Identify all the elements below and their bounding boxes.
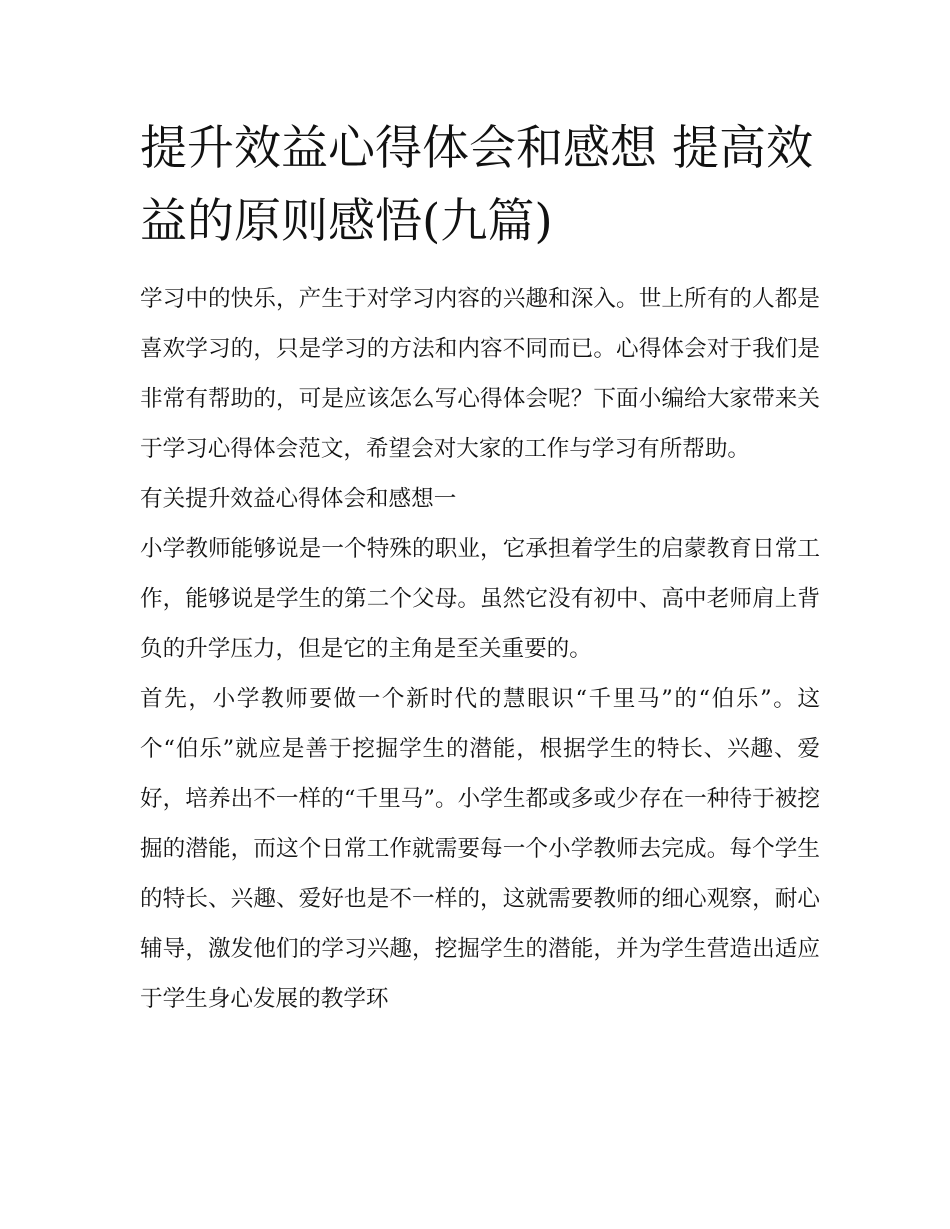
body-paragraph: 首先，小学教师要做一个新时代的慧眼识“千里马”的“伯乐”。这个“伯乐”就应是善于挖掘学生的潜能，根据学生的特长、兴趣、爱好，培养出不一样的“千里马”。小学生都或多或少存在一种待于被挖掘的潜能，而这个日常工作就需要每一个小学教师去完成。每个学生的特长、兴趣、爱好也是不一样的，这就需要教师的细心观察，耐心辅导，激发他们的学习兴趣，挖掘学生的潜能，并为学生营造出适应于学生身心发展的教学环: [140, 686, 820, 1012]
section-heading: 有关提升效益心得体会和感想一: [140, 486, 457, 512]
document-body: [140, 112, 820, 1024]
document-title: 提升效益心得体会和感想 提高效益的原则感悟(九篇): [140, 121, 813, 249]
intro-paragraph: 学习中的快乐，产生于对学习内容的兴趣和深入。世上所有的人都是喜欢学习的，只是学习的方法和内容不同而已。心得体会对于我们是非常有帮助的，可是应该怎么写心得体会呢？下面小编给大家带来关于学习心得体会范文，希望会对大家的工作与学习有所帮助。: [140, 286, 820, 462]
body-paragraph: 小学教师能够说是一个特殊的职业，它承担着学生的启蒙教育日常工作，能够说是学生的第二个父母。虽然它没有初中、高中老师肩上背负的升学压力，但是它的主角是至关重要的。: [140, 536, 820, 662]
